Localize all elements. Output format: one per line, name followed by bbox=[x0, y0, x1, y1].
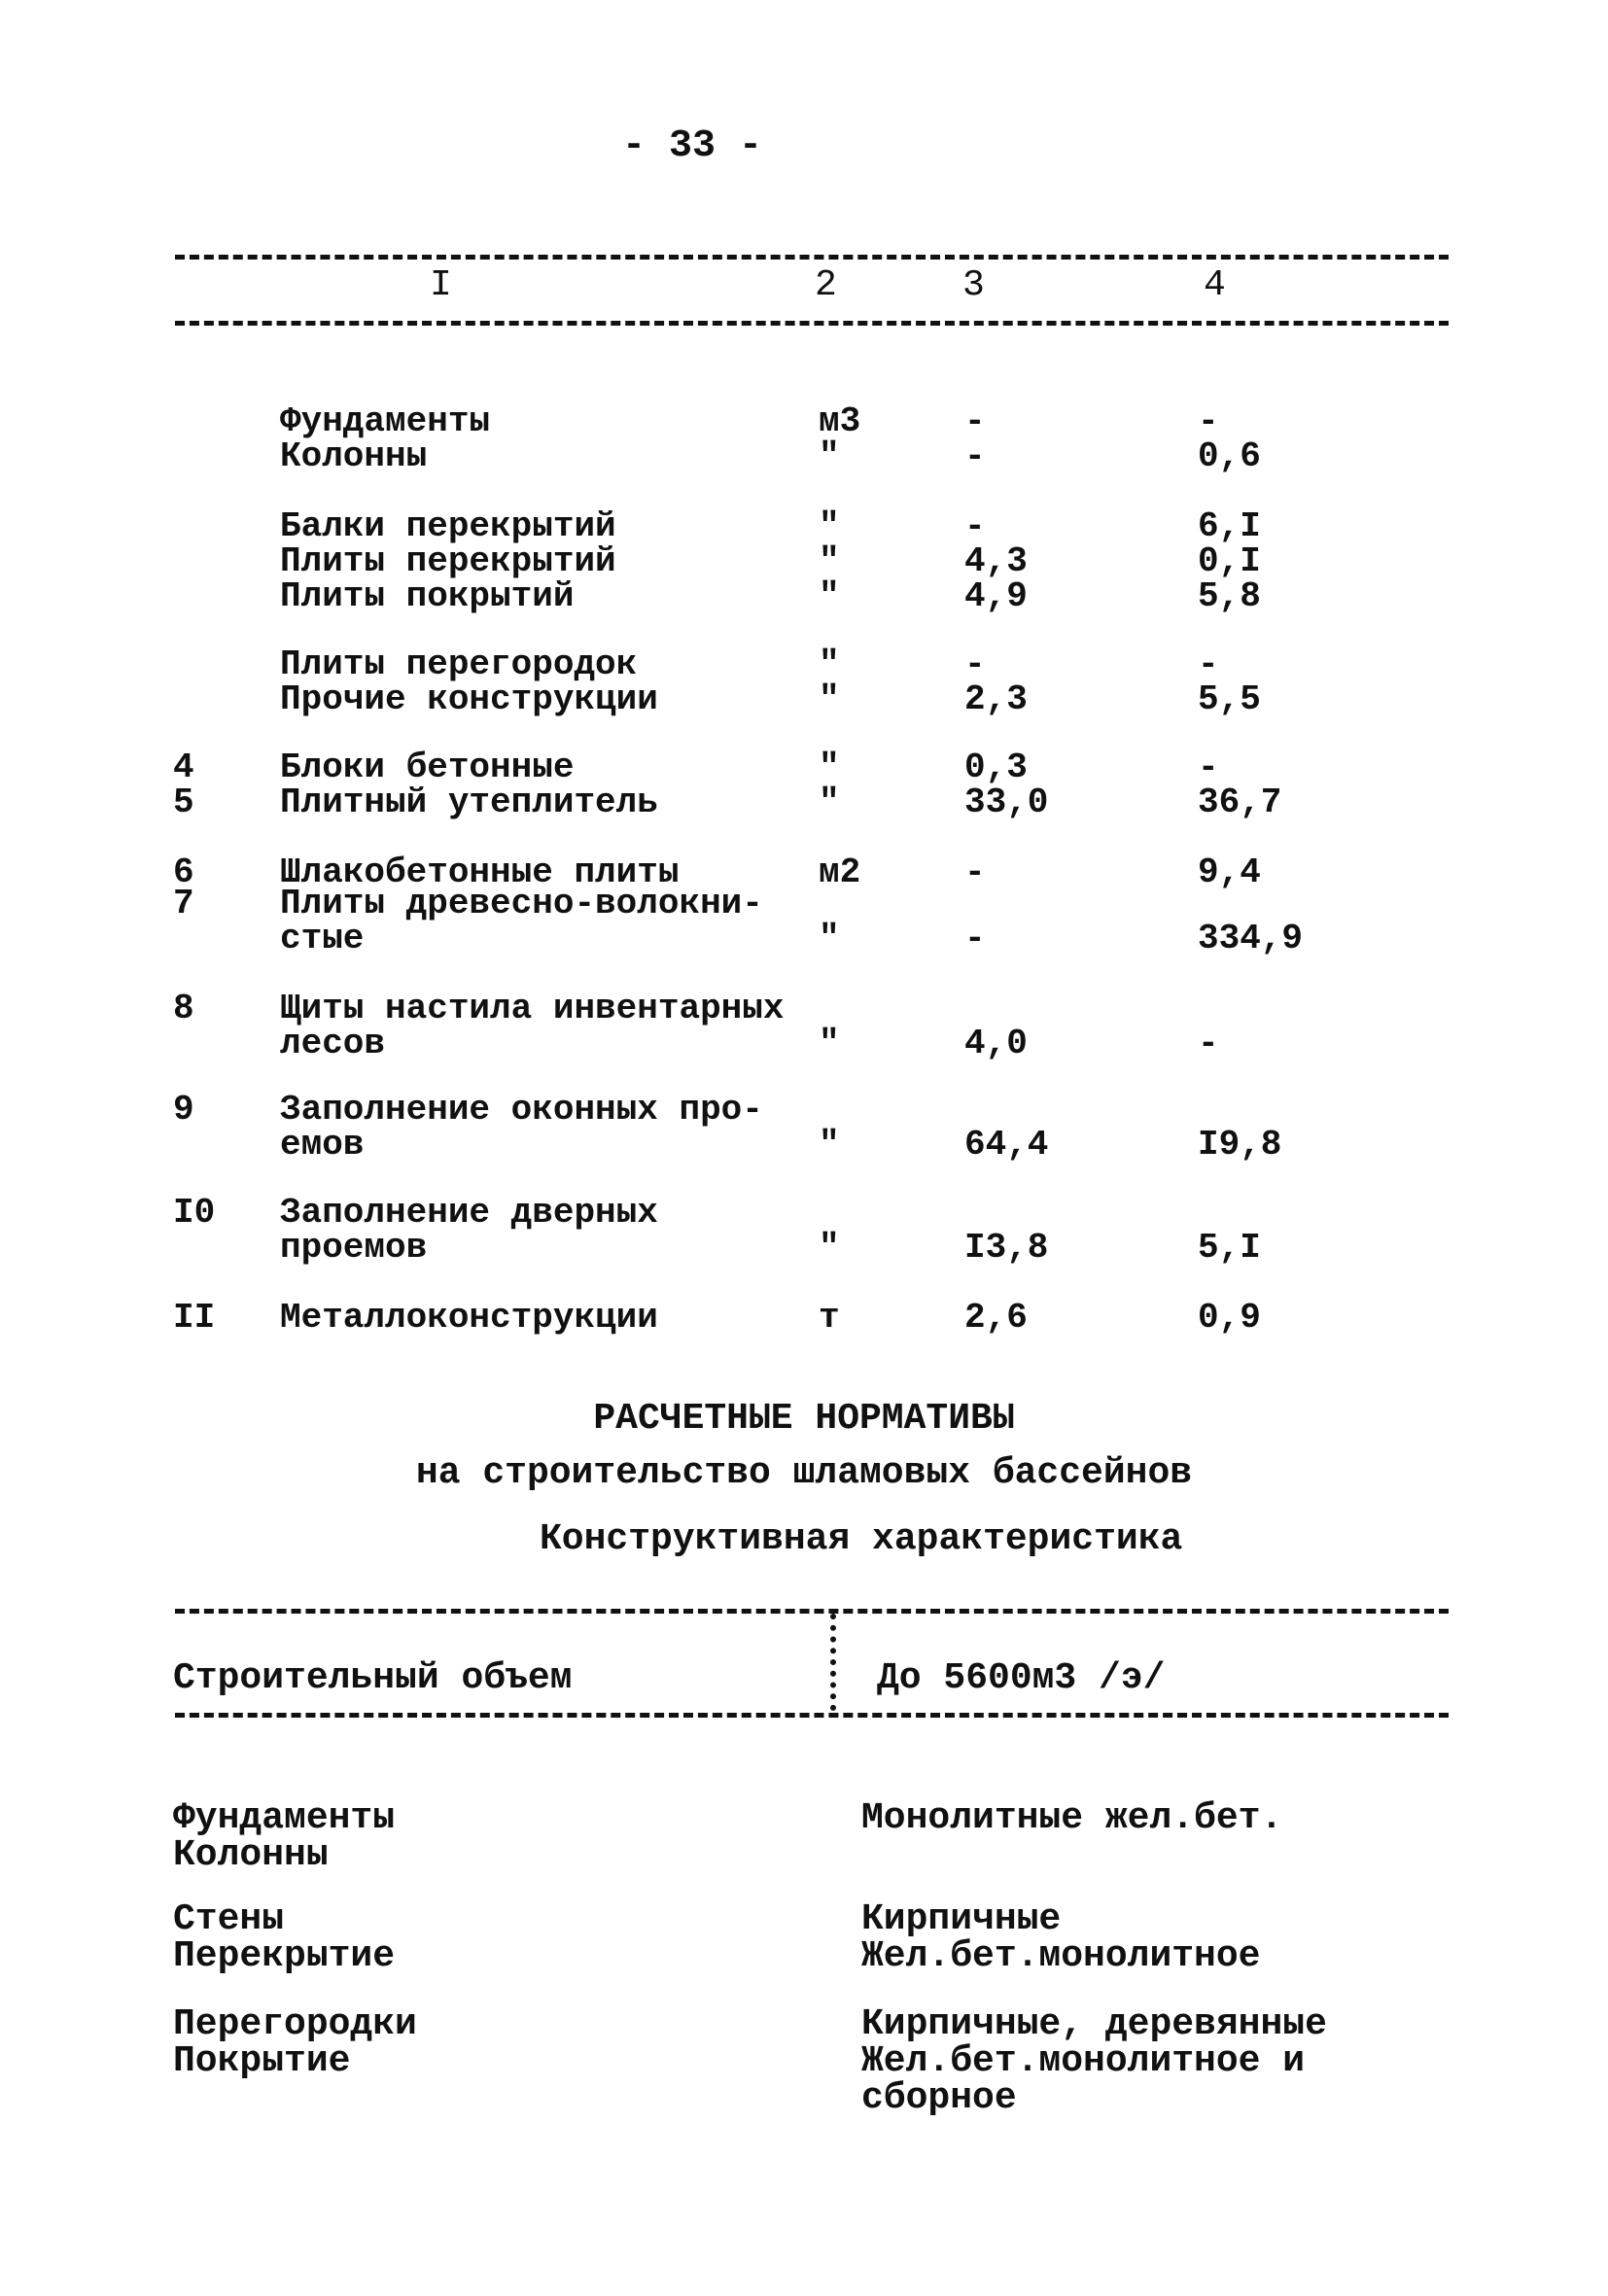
row-unit: " bbox=[819, 436, 840, 476]
row-name: Заполнение оконных про- bbox=[280, 1090, 763, 1130]
row-unit: " bbox=[819, 644, 840, 684]
row-value-3: - bbox=[964, 436, 986, 476]
table2-header-rule bbox=[175, 1713, 1449, 1718]
row-value-4: - bbox=[1198, 1024, 1219, 1063]
row-value-4: - bbox=[1198, 401, 1219, 441]
row-name: Прочие конструкции bbox=[280, 679, 658, 719]
table2-column-divider bbox=[830, 1614, 836, 1711]
row-value-4: 0,9 bbox=[1198, 1298, 1261, 1338]
row-name: Шлакобетонные плиты bbox=[280, 852, 680, 892]
row-value-3: - bbox=[964, 506, 986, 546]
row-number: 7 bbox=[173, 884, 194, 923]
row-value-3: - bbox=[964, 644, 986, 684]
row-value-3: I3,8 bbox=[964, 1228, 1049, 1268]
row-number: 4 bbox=[173, 748, 194, 787]
col-header-4: 4 bbox=[1204, 264, 1226, 306]
row-unit: " bbox=[819, 1228, 840, 1268]
table2-top-rule bbox=[175, 1609, 1449, 1614]
characteristic-value: Кирпичные, деревянные bbox=[861, 2003, 1327, 2045]
row-number: 5 bbox=[173, 783, 194, 822]
row-unit: м2 bbox=[819, 852, 861, 892]
row-unit: " bbox=[819, 748, 840, 787]
row-name: Заполнение дверных bbox=[280, 1193, 658, 1233]
characteristic-value: Монолитные жел.бет. bbox=[861, 1797, 1283, 1839]
table1-top-rule bbox=[175, 255, 1449, 260]
characteristic-value: Кирпичные bbox=[861, 1898, 1062, 1940]
row-value-4: 5,8 bbox=[1198, 576, 1261, 616]
row-unit: т bbox=[819, 1298, 840, 1338]
table1-header-rule bbox=[175, 321, 1449, 326]
row-name: Металлоконструкции bbox=[280, 1298, 658, 1338]
row-number: II bbox=[173, 1298, 216, 1338]
row-name: Плиты покрытий bbox=[280, 576, 575, 616]
page-number: - 33 - bbox=[622, 124, 763, 168]
row-number: 8 bbox=[173, 989, 194, 1028]
row-value-3: 33,0 bbox=[964, 783, 1049, 822]
row-name: Плиты перегородок bbox=[280, 644, 638, 684]
row-value-4: I9,8 bbox=[1198, 1125, 1282, 1165]
row-value-4: - bbox=[1198, 644, 1219, 684]
row-value-4: 5,I bbox=[1198, 1228, 1261, 1268]
row-value-3: 0,3 bbox=[964, 748, 1028, 787]
characteristic-value: Жел.бет.монолитное bbox=[861, 1935, 1261, 1977]
row-unit: " bbox=[819, 506, 840, 546]
row-value-3: 4,3 bbox=[964, 541, 1028, 581]
section-title: РАСЧЕТНЫЕ НОРМАТИВЫ bbox=[593, 1398, 1015, 1440]
section-subtitle-2: Конструктивная характеристика bbox=[540, 1518, 1183, 1560]
row-value-4: - bbox=[1198, 748, 1219, 787]
row-value-3: 2,3 bbox=[964, 679, 1028, 719]
row-unit: м3 bbox=[819, 401, 861, 441]
characteristic-value: сборное bbox=[861, 2077, 1017, 2119]
row-name: Балки перекрытий bbox=[280, 506, 616, 546]
row-name: Щиты настила инвентарных bbox=[280, 989, 785, 1028]
row-value-4: 0,I bbox=[1198, 541, 1261, 581]
row-value-4: 6,I bbox=[1198, 506, 1261, 546]
row-value-3: 64,4 bbox=[964, 1125, 1049, 1165]
row-value-3: - bbox=[964, 919, 986, 958]
row-value-4: 36,7 bbox=[1198, 783, 1282, 822]
row-unit: " bbox=[819, 679, 840, 719]
row-value-3: 4,9 bbox=[964, 576, 1028, 616]
row-name-continued: стые bbox=[280, 919, 365, 958]
row-name-continued: проемов bbox=[280, 1228, 428, 1268]
row-number: 9 bbox=[173, 1090, 194, 1130]
characteristic-label: Перекрытие bbox=[173, 1935, 396, 1977]
col-header-1: I bbox=[430, 264, 452, 306]
row-value-4: 0,6 bbox=[1198, 436, 1261, 476]
characteristic-label: Перегородки bbox=[173, 2003, 417, 2045]
row-unit: " bbox=[819, 919, 840, 958]
row-unit: " bbox=[819, 576, 840, 616]
row-name: Колонны bbox=[280, 436, 428, 476]
row-name: Плиты перекрытий bbox=[280, 541, 616, 581]
characteristic-label: Фундаменты bbox=[173, 1797, 396, 1839]
row-name: Фундаменты bbox=[280, 401, 491, 441]
row-value-3: 2,6 bbox=[964, 1298, 1028, 1338]
row-name: Плитный утеплитель bbox=[280, 783, 658, 822]
row-value-4: 9,4 bbox=[1198, 852, 1261, 892]
row-unit: " bbox=[819, 783, 840, 822]
row-number: I0 bbox=[173, 1193, 216, 1233]
row-name: Плиты древесно-волокни- bbox=[280, 884, 763, 923]
row-name-continued: емов bbox=[280, 1125, 365, 1165]
row-value-3: - bbox=[964, 852, 986, 892]
section-subtitle: на строительство шламовых бассейнов bbox=[415, 1452, 1193, 1494]
row-name: Блоки бетонные bbox=[280, 748, 575, 787]
row-unit: " bbox=[819, 541, 840, 581]
table2-header-left: Строительный объем bbox=[173, 1657, 573, 1699]
row-unit: " bbox=[819, 1024, 840, 1063]
row-number: 6 bbox=[173, 852, 194, 892]
characteristic-value: Жел.бет.монолитное и bbox=[861, 2040, 1306, 2082]
row-value-3: 4,0 bbox=[964, 1024, 1028, 1063]
col-header-2: 2 bbox=[815, 264, 837, 306]
row-unit: " bbox=[819, 1125, 840, 1165]
characteristic-label: Колонны bbox=[173, 1834, 329, 1876]
characteristic-label: Покрытие bbox=[173, 2040, 351, 2082]
col-header-3: 3 bbox=[962, 264, 985, 306]
row-value-4: 334,9 bbox=[1198, 919, 1304, 958]
table2-header-right: До 5600м3 /э/ bbox=[877, 1657, 1166, 1699]
row-value-4: 5,5 bbox=[1198, 679, 1261, 719]
characteristic-label: Стены bbox=[173, 1898, 285, 1940]
row-value-3: - bbox=[964, 401, 986, 441]
row-name-continued: лесов bbox=[280, 1024, 386, 1063]
